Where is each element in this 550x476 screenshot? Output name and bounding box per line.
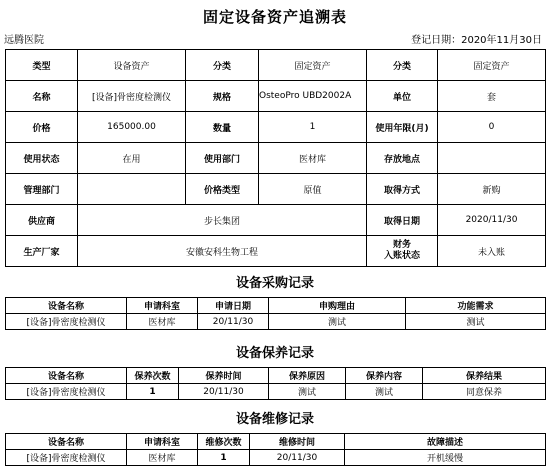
type-value: 设备资产 — [78, 50, 186, 81]
table-cell: 20/11/30 — [179, 384, 269, 400]
years-value: 0 — [438, 112, 546, 143]
mgmt-label: 管理部门 — [6, 174, 78, 205]
repair-header: 维修次数 — [198, 434, 250, 450]
acq-method-value: 新购 — [438, 174, 546, 205]
status-value: 在用 — [78, 143, 186, 174]
unit-label: 单位 — [367, 81, 438, 112]
pricetype-label: 价格类型 — [186, 174, 259, 205]
purchase-header: 申请科室 — [127, 298, 198, 314]
table-cell: 开机缓慢 — [345, 450, 546, 466]
purchase-title: 设备采购记录 — [235, 276, 314, 291]
purchase-header: 申购理由 — [269, 298, 406, 314]
maker-label: 生产厂家 — [6, 236, 78, 267]
location-label: 存放地点 — [367, 143, 438, 174]
maintenance-header: 保养次数 — [127, 368, 179, 384]
table-cell: [设备]骨密度检测仪 — [6, 314, 127, 330]
repair-header: 故障描述 — [345, 434, 546, 450]
asset-info-table — [5, 49, 546, 267]
acq-date-value: 2020/11/30 — [438, 205, 546, 236]
finance-label — [367, 236, 438, 267]
repair-header: 设备名称 — [6, 434, 127, 450]
maintenance-header: 保养时间 — [179, 368, 269, 384]
type-label: 类型 — [6, 50, 78, 81]
finance-label-line1: 财务 — [392, 240, 411, 250]
category2-label: 分类 — [367, 50, 438, 81]
table-cell: [设备]骨密度检测仪 — [6, 450, 127, 466]
name-label: 名称 — [6, 81, 78, 112]
dept-label: 使用部门 — [186, 143, 259, 174]
register-date: 登记日期：2020年11月30日 — [411, 35, 542, 46]
purchase-header: 设备名称 — [6, 298, 127, 314]
table-row — [6, 314, 546, 330]
location-value — [438, 143, 546, 174]
purchase-header: 申请日期 — [198, 298, 269, 314]
maintenance-header: 保养原因 — [269, 368, 346, 384]
hospital-name: 远腾医院 — [4, 35, 44, 46]
table-row — [6, 384, 546, 400]
pricetype-value: 原值 — [259, 174, 367, 205]
price-value: 165000.00 — [78, 112, 186, 143]
dept-value: 医材库 — [259, 143, 367, 174]
name-value: [设备]骨密度检测仪 — [78, 81, 186, 112]
category-label: 分类 — [186, 50, 259, 81]
table-cell: 20/11/30 — [250, 450, 345, 466]
repair-header: 维修时间 — [250, 434, 345, 450]
table-row — [6, 450, 546, 466]
table-cell: 测试 — [269, 314, 406, 330]
table-cell: 测试 — [346, 384, 423, 400]
years-label: 使用年限(月) — [367, 112, 438, 143]
table-cell: 测试 — [269, 384, 346, 400]
supplier-label: 供应商 — [6, 205, 78, 236]
table-cell: [设备]骨密度检测仪 — [6, 384, 127, 400]
table-cell: 同意保养 — [423, 384, 546, 400]
maintenance-header: 设备名称 — [6, 368, 127, 384]
page-title: 固定设备资产追溯表 — [202, 8, 347, 26]
acq-method-label: 取得方式 — [367, 174, 438, 205]
unit-value: 套 — [438, 81, 546, 112]
repair-title: 设备维修记录 — [235, 412, 314, 427]
finance-value: 未入账 — [438, 236, 546, 267]
table-cell: 医材库 — [127, 450, 198, 466]
spec-value: OsteoPro UBD2002A — [259, 81, 367, 112]
spec-label: 规格 — [186, 81, 259, 112]
maintenance-title: 设备保养记录 — [235, 346, 314, 361]
qty-label: 数量 — [186, 112, 259, 143]
qty-value: 1 — [259, 112, 367, 143]
status-label: 使用状态 — [6, 143, 78, 174]
table-cell: 测试 — [406, 314, 546, 330]
table-cell: 医材库 — [127, 314, 198, 330]
acq-date-label: 取得日期 — [367, 205, 438, 236]
finance-label-line2: 入账状态 — [383, 251, 420, 261]
maintenance-header: 保养内容 — [346, 368, 423, 384]
table-cell: 20/11/30 — [198, 314, 269, 330]
purchase-header: 功能需求 — [406, 298, 546, 314]
repair-table — [5, 433, 546, 466]
table-cell: 1 — [127, 384, 179, 400]
purchase-table — [5, 297, 546, 330]
price-label: 价格 — [6, 112, 78, 143]
mgmt-value — [78, 174, 186, 205]
maintenance-table — [5, 367, 546, 400]
maintenance-header: 保养结果 — [423, 368, 546, 384]
maker-value: 安徽安科生物工程 — [78, 236, 367, 267]
category2-value: 固定资产 — [438, 50, 546, 81]
repair-header: 申请科室 — [127, 434, 198, 450]
table-cell: 1 — [198, 450, 250, 466]
supplier-value: 步长集团 — [78, 205, 367, 236]
category-value: 固定资产 — [259, 50, 367, 81]
